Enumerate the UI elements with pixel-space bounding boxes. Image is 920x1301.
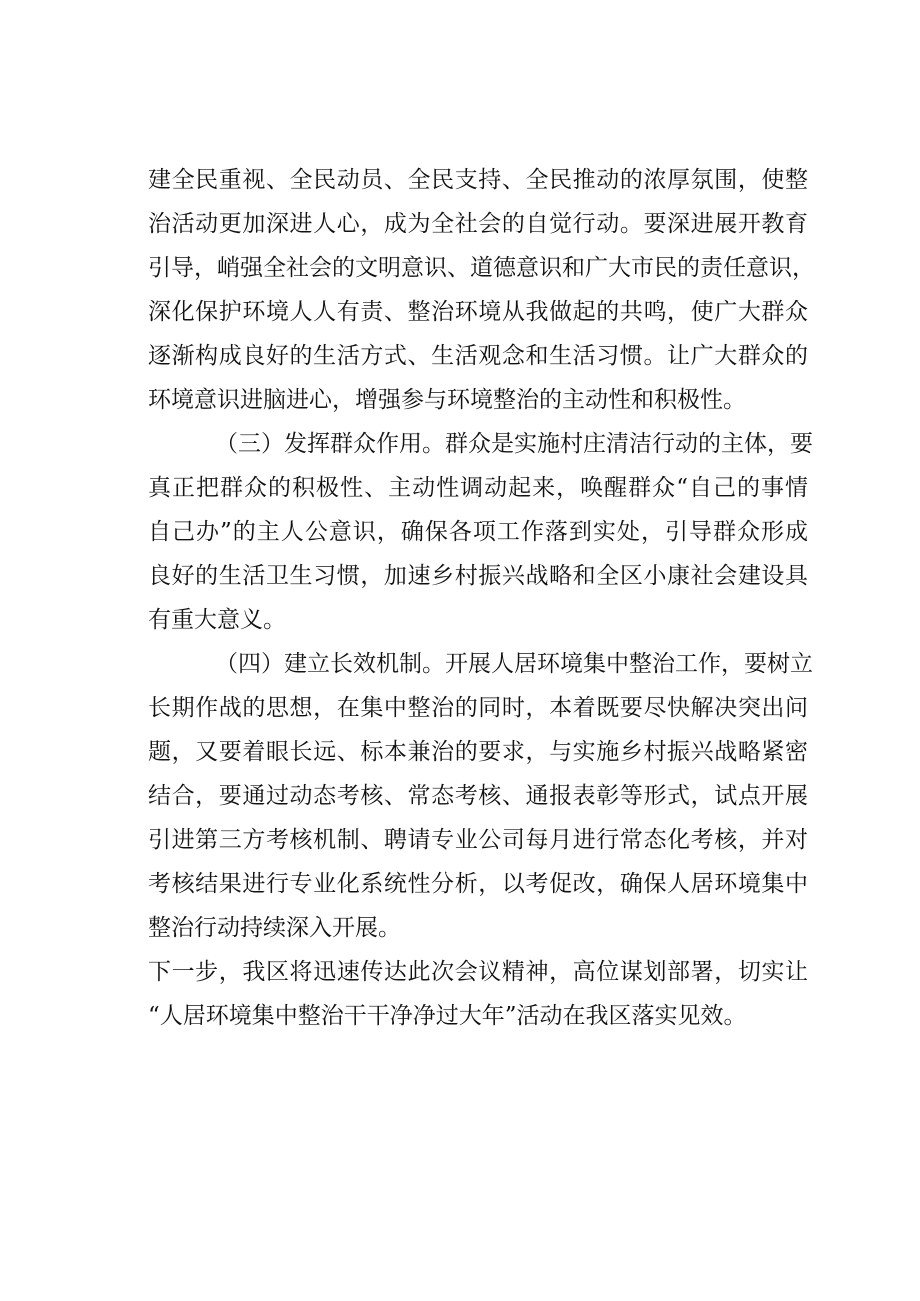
- text-line: 环境意识进脑进心，增强参与环境整治的主动性和积极性。: [148, 387, 746, 413]
- text-line: 治活动更加深进人心，成为全社会的自觉行动。要深进展开教育: [148, 211, 808, 237]
- text-line: 引导，峭强全社会的文明意识、道德意识和广大市民的责任意识，: [148, 255, 815, 281]
- text-line: 建全民重视、全民动员、全民支持、全民推动的浓厚氛围，使整: [148, 167, 808, 193]
- text-line: 有重大意义。: [148, 607, 286, 633]
- text-line: 逐渐构成良好的生活方式、生活观念和生活习惯。让广大群众的: [148, 343, 808, 369]
- text-line: 良好的生活卫生习惯，加速乡村振兴战略和全区小康社会建设具: [148, 563, 808, 589]
- text-line: 深化保护环境人人有责、整治环境从我做起的共鸣，使广大群众: [148, 299, 808, 325]
- text-line: 下一步，我区将迅速传达此次会议精神，高位谋划部署，切实让: [148, 959, 808, 985]
- text-line: （三）发挥群众作用。群众是实施村庄清洁行动的主体，要: [215, 431, 813, 457]
- text-line: 整治行动持续深入开展。: [148, 915, 401, 941]
- text-line: （四）建立长效机制。开展人居环境集中整治工作，要树立: [215, 651, 813, 677]
- text-line: 考核结果进行专业化系统性分析，以考促改，确保人居环境集中: [148, 871, 808, 897]
- text-line: 结合，要通过动态考核、常态考核、通报表彰等形式，试点开展: [148, 783, 808, 809]
- text-line: 真正把群众的积极性、主动性调动起来，唤醒群众“自己的事情: [148, 475, 808, 501]
- text-line: 引进第三方考核机制、聘请专业公司每月进行常态化考核，并对: [148, 827, 808, 853]
- text-line: 自己办”的主人公意识，确保各项工作落到实处，引导群众形成: [148, 519, 808, 545]
- text-line: “人居环境集中整治干干净净过大年”活动在我区落实见效。: [148, 1003, 747, 1029]
- text-line: 题，又要着眼长远、标本兼治的要求，与实施乡村振兴战略紧密: [148, 739, 808, 765]
- text-line: 长期作战的思想，在集中整治的同时，本着既要尽快解决突出问: [148, 695, 808, 721]
